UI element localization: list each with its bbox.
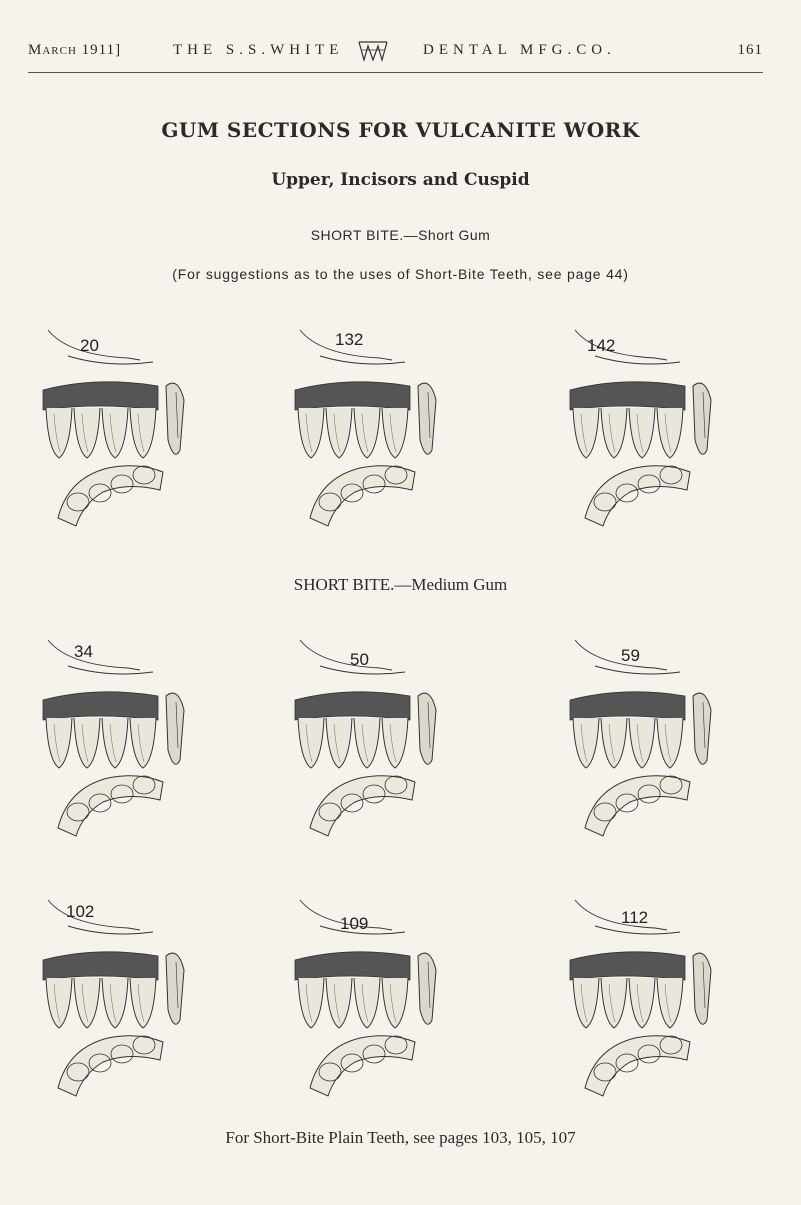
page-title: GUM SECTIONS FOR VULCANITE WORK bbox=[161, 118, 640, 142]
header-rule bbox=[28, 72, 763, 73]
section-heading-medium-gum: SHORT BITE.—Medium Gum bbox=[293, 575, 508, 594]
company-logo-icon bbox=[356, 38, 390, 64]
gum-section-figure bbox=[555, 630, 785, 840]
figure-number: 112 bbox=[621, 908, 649, 927]
figure-number: 142 bbox=[587, 336, 616, 355]
running-head bbox=[28, 38, 763, 64]
section-heading-short-gum: SHORT BITE.—Short Gum bbox=[310, 227, 491, 243]
gum-section-figure bbox=[28, 630, 258, 840]
page-subtitle: Upper, Incisors and Cuspid bbox=[271, 170, 530, 190]
gum-section-figure bbox=[280, 320, 510, 530]
gum-section-figure bbox=[555, 890, 785, 1100]
gum-section-figure bbox=[280, 630, 510, 840]
running-head-company-2: DENTAL MFG.CO. bbox=[423, 42, 616, 58]
figure-number: 20 bbox=[80, 336, 99, 355]
running-head-company: THE S.S.WHITE bbox=[173, 42, 344, 58]
figure-number: 50 bbox=[350, 650, 369, 669]
figure-number: 132 bbox=[335, 330, 364, 349]
figure-number: 109 bbox=[340, 914, 369, 933]
page-number: 161 bbox=[737, 42, 763, 58]
figure-number: 102 bbox=[66, 902, 95, 921]
figure-number: 34 bbox=[74, 642, 93, 661]
figure-number: 59 bbox=[621, 646, 640, 665]
gum-section-figure bbox=[28, 320, 258, 530]
gum-section-figure bbox=[280, 890, 510, 1100]
gum-section-figure bbox=[28, 890, 258, 1100]
section-note: (For suggestions as to the uses of Short-Bite Teeth, see page 44) bbox=[172, 266, 629, 282]
running-head-date: March 1911] bbox=[28, 42, 122, 58]
gum-section-figure bbox=[555, 320, 785, 530]
footer-note: For Short-Bite Plain Teeth, see pages 103, 105, 107 bbox=[225, 1128, 576, 1147]
